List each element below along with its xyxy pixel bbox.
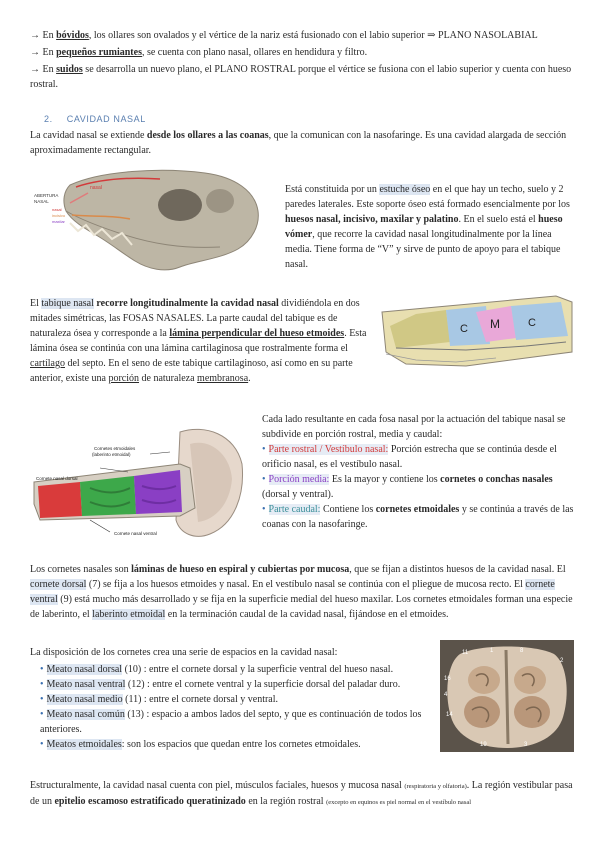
septum-label-m: M (490, 317, 500, 331)
paragraph-estructura: Estructuralmente, la cavidad nasal cuenta con piel, músculos faciales, huesos y mucosa nasal (respiratoria y olfatoria). La región vestibular pasa de un epitelio escamoso estratificado queratinizado en la región rostral (excepto en equinos es piel normal en el vestíbulo nasal (30, 780, 573, 807)
intro-line-rumiantes: → En pequeños rumiantes, se cuenta con plano nasal, ollares en hendidura y filtro. (30, 47, 368, 58)
paragraph-estuche-oseo: Está constituida por un estuche óseo en el que hay un techo, suelo y 2 paredes laterales. Este soporte óseo está formado esencialmente por los huesos nasal, incisivo, maxilar y palatino. En el suelo está el hueso vómer, que recorre la cavidad nasal longitudinalmente por la línea media. Tiene forma de “V” y sirve de punto de apoyo para el tabique nasal. (285, 184, 570, 270)
section-label-dorsal: Cornete nasal dorsal (36, 476, 78, 481)
nasal-section-image (30, 424, 245, 544)
cross-label-2: 2 (560, 658, 564, 664)
septum-image (376, 292, 576, 374)
intro-line-suidos: → En suidos se desarrolla un nuevo plano, el PLANO ROSTRAL porque el vértice se fusiona con el labio superior y cuenta con hueso rostral. (30, 64, 572, 90)
septum-label-c2: C (528, 317, 536, 329)
paragraph-definition: La cavidad nasal se extiende desde los ollares a las coanas, que la comunican con la nasofaringe. Es una cavidad alargada de sección aproximadamente rectangular. (30, 130, 567, 156)
cross-label-1: 1 (490, 648, 494, 654)
meatos-intro: La disposición de los cornetes crea una serie de espacios en la cavidad nasal: (30, 647, 338, 658)
meato-ventral: • Meato nasal ventral (12) : entre el cornete ventral y la superficie dorsal del paladar duro. (40, 679, 401, 690)
cross-label-4: 4 (444, 692, 448, 698)
meato-etmoidales: • Meatos etmoidales: son los espacios que quedan entre los cornetes etmoidales. (40, 739, 361, 750)
paragraph-meatos (30, 645, 430, 752)
subdivision-intro: Cada lado resultante en cada fosa nasal por la actuación del tabique nasal se subdivide en porción rostral, media y caudal: (262, 414, 566, 440)
section-heading: 2. CAVIDAD NASAL (44, 114, 146, 124)
cross-section-image (440, 640, 574, 752)
skull-label-nasal: nasal (90, 185, 102, 191)
paragraph-cornetes: Los cornetes nasales son láminas de hueso en espiral y cubiertas por mucosa, que se fijan a distintos huesos de la cavidad nasal. El cornete dorsal (7) se fija a los huesos etmoides y nasal. En el vestíbulo nasal se continúa con el pliegue de mucosa recto. El cornete ventral (9) está mucho más desarrollado y se fija en la superficie medial del hueso maxilar. Los cornetes etmoidales forman una especie de laberinto, el laberinto etmoidal en la terminación caudal de la cavidad nasal, fijándose en el etmoides. (30, 564, 573, 620)
meato-dorsal: • Meato nasal dorsal (10) : entre el cornete dorsal y la superficie ventral del hueso nasal. (40, 664, 394, 675)
skull-label-abertura: ABERTURA (34, 193, 59, 198)
cross-label-3: 3 (524, 742, 528, 748)
cross-label-14: 14 (446, 712, 453, 718)
skull-label-1: nasal (52, 207, 62, 212)
bullet-porcion-media: • Porción media: Es la mayor y contiene los cornetes o conchas nasales (dorsal y ventral). (262, 474, 553, 500)
bullet-parte-rostral: • Parte rostral / Vestíbulo nasal: Porción estrecha que se continúa desde el orificio nasal, es el vestíbulo nasal. (262, 444, 557, 470)
cross-label-16: 16 (444, 676, 451, 682)
bullet-parte-caudal: • Parte caudal: Contiene los cornetes etmoidales y se continúa a través de las coanas con la nasofaringe. (262, 504, 574, 530)
cross-label-19: 19 (480, 742, 487, 748)
skull-label-nasal-caps: NASAL (34, 199, 49, 204)
cross-label-8: 8 (520, 648, 524, 654)
section-label-etm2: (laberinto etmoidal) (92, 452, 131, 457)
septum-label-c1: C (460, 323, 468, 335)
skull-label-3: maxilar (52, 219, 65, 224)
section-label-etm: Cornetes etmoidales (94, 446, 136, 451)
meato-medio: • Meato nasal medio (11) : entre el cornete dorsal y ventral. (40, 694, 279, 705)
skull-image (30, 163, 270, 283)
meato-comun: • Meato nasal común (13) : espacio a ambos lados del septo, y que es continuación de todos los anteriores. (40, 709, 422, 735)
paragraph-tabique-nasal: El tabique nasal recorre longitudinalmente la cavidad nasal dividiéndola en dos mitades simétricas, las FOSAS NASALES. La parte caudal del tabique es de naturaleza ósea y corresponde a la lámina perpendicular del hueso etmoides. Esta lámina ósea se continúa con una lámina cartilaginosa que rostralmente forma el cartílago del septo. En el seno de este tabique cartilaginoso, así como en su parte anterior, existe una porción de naturaleza membranosa. (30, 298, 367, 384)
cross-label-11: 11 (462, 650, 469, 656)
skull-label-2: incisivo (52, 213, 66, 218)
intro-line-bovidos: → En bóvidos, los ollares son ovalados y el vértice de la nariz está fusionado con el labio superior ⇒ PLANO NASOLABIAL (30, 30, 538, 41)
meato-list (30, 662, 430, 752)
paragraph-subdivision (262, 412, 580, 532)
section-label-ventral: Cornete nasal ventral (114, 531, 157, 536)
